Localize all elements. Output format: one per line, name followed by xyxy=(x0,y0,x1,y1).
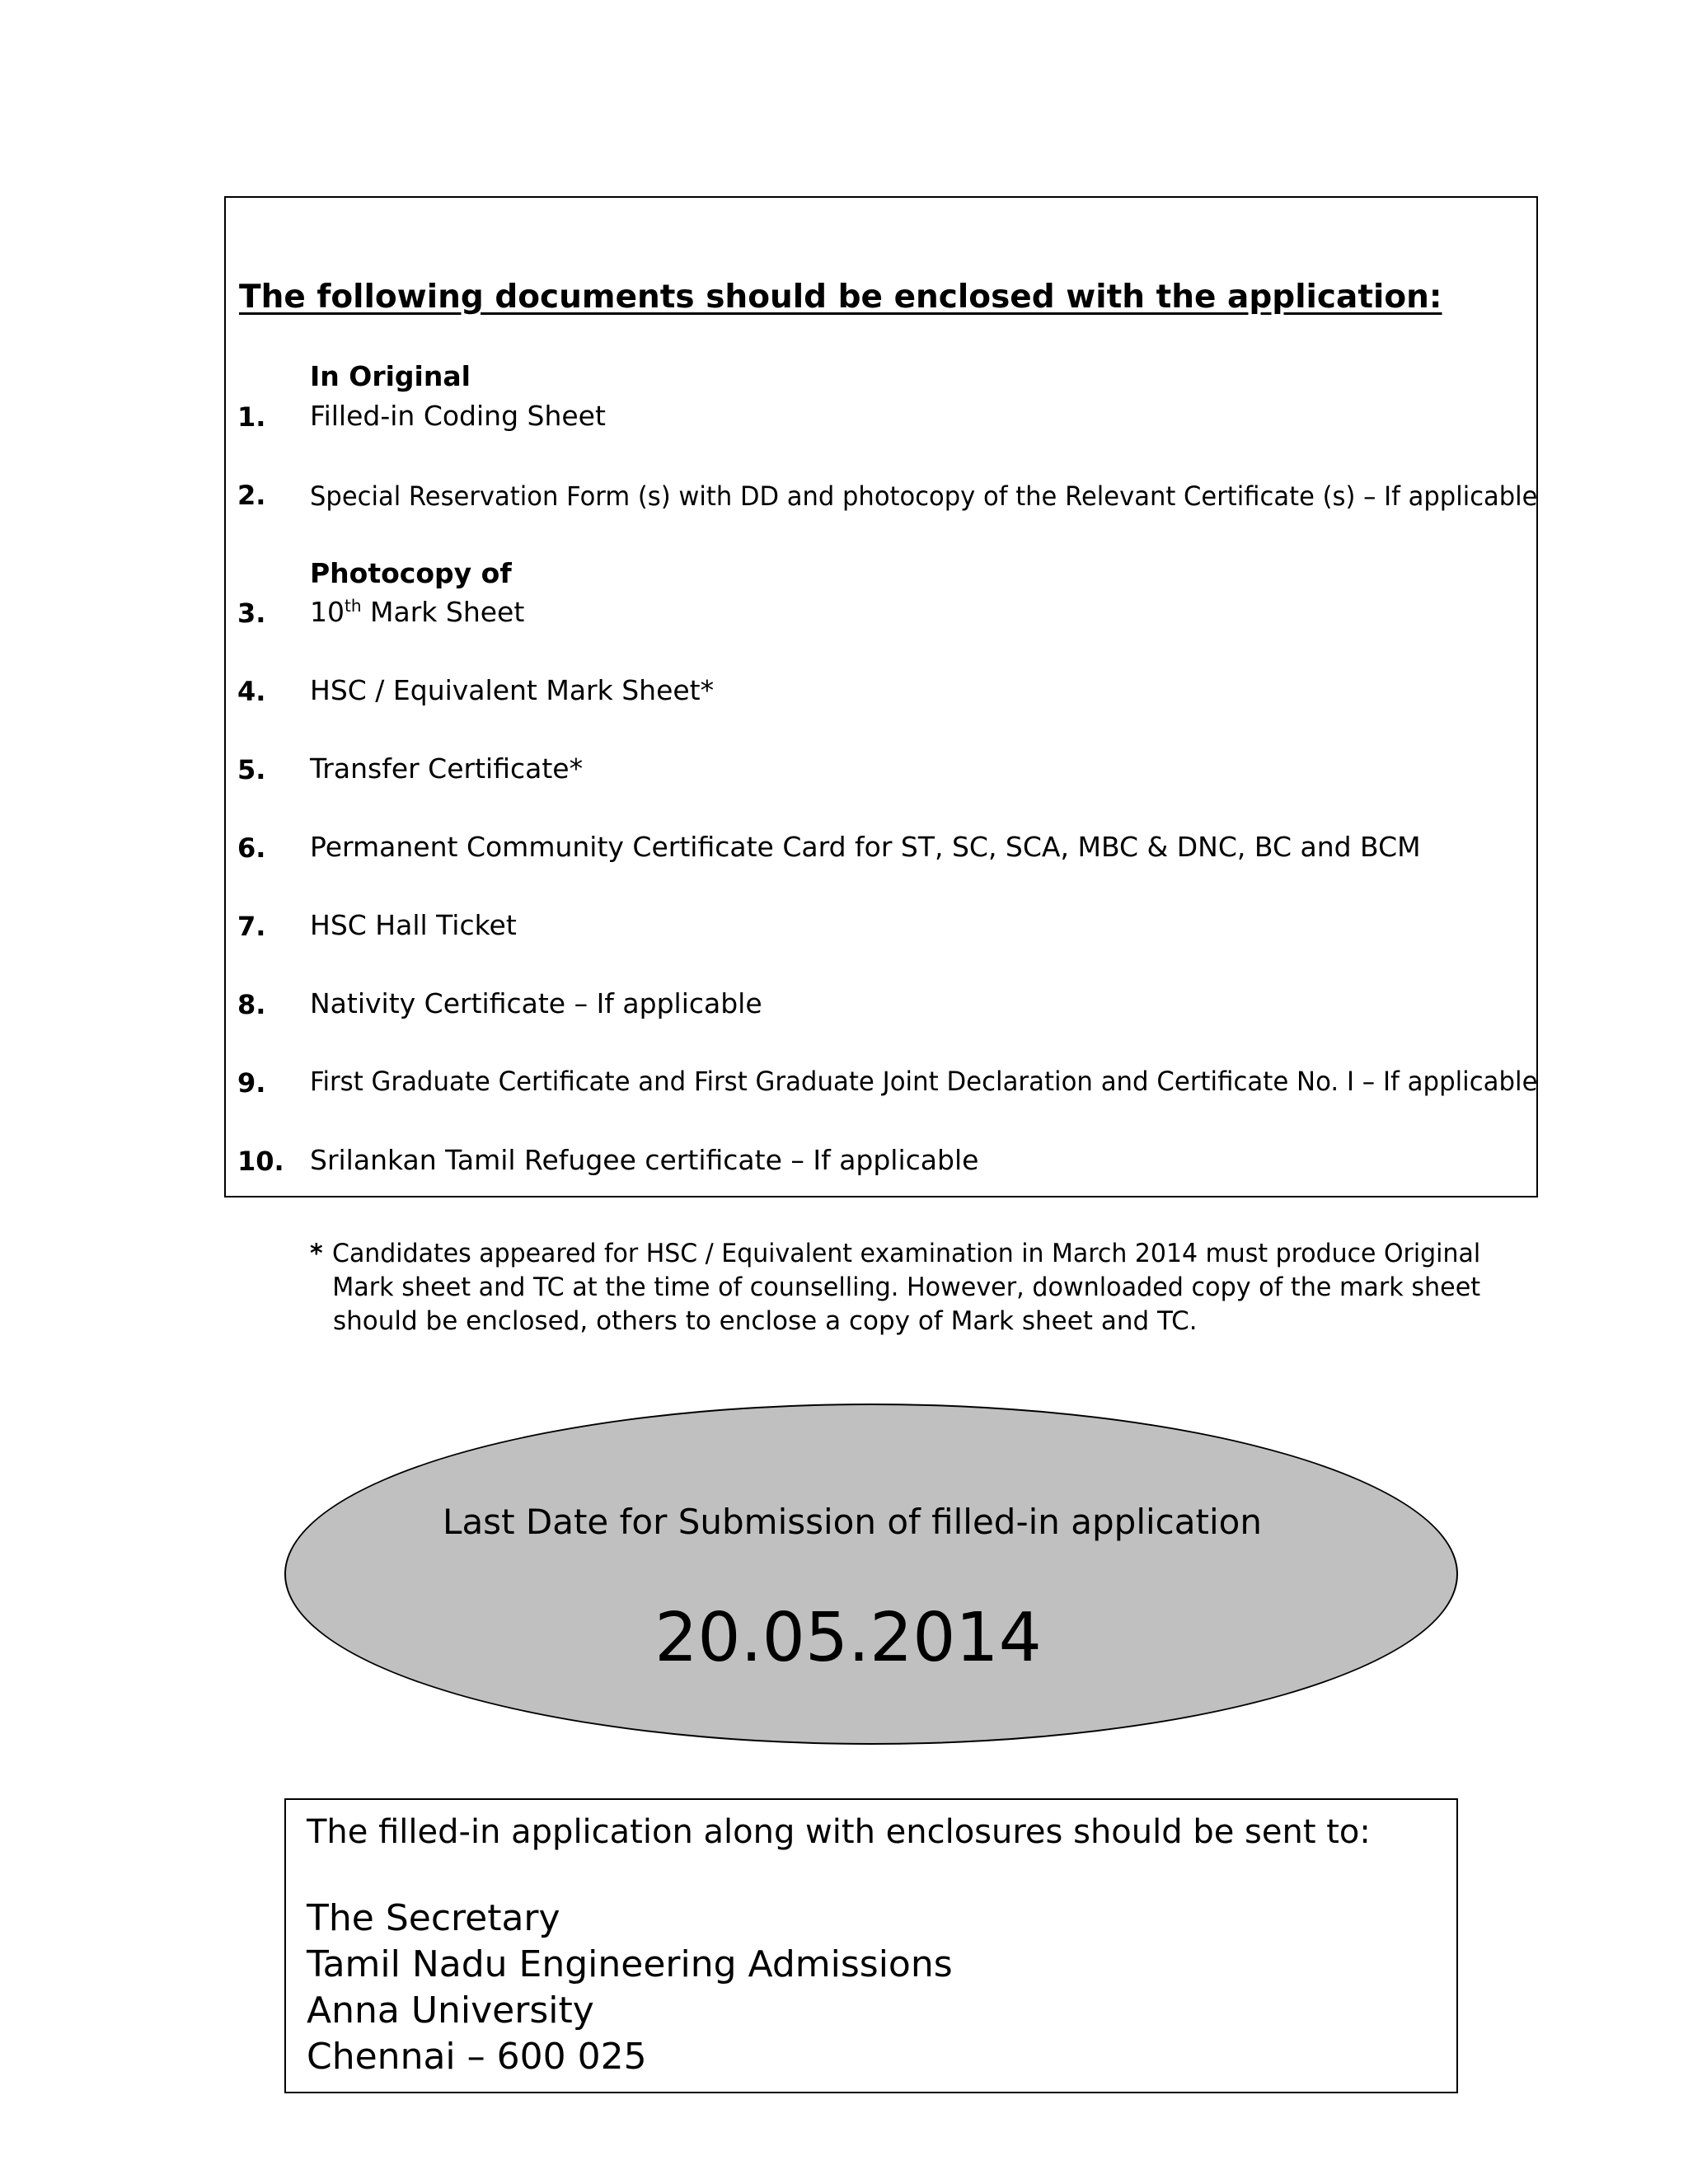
item-text-4: HSC / Equivalent Mark Sheet* xyxy=(310,674,715,706)
section-in-original: In Original xyxy=(310,360,471,392)
footnote xyxy=(310,1237,1481,1338)
address-line-3: Anna University xyxy=(307,1990,594,2032)
item-text-5: Transfer Certificate* xyxy=(310,752,584,785)
item-text-6: Permanent Community Certificate Card for ST, SC, SCA, MBC & DNC, BC and BCM xyxy=(310,831,1421,863)
footnote-line-3: should be enclosed, others to enclose a copy of Mark sheet and TC. xyxy=(333,1306,1198,1336)
item-number-5: 5. xyxy=(237,754,266,785)
item-text-7: HSC Hall Ticket xyxy=(310,909,517,941)
footnote-line-1 xyxy=(310,1237,1481,1271)
deadline-ellipse xyxy=(284,1404,1458,1745)
item-number-10: 10. xyxy=(237,1146,284,1177)
address-line-4: Chennai – 600 025 xyxy=(307,2036,647,2078)
section-photocopy-of: Photocopy of xyxy=(310,557,512,589)
item-number-9: 9. xyxy=(237,1067,266,1099)
item-number-4: 4. xyxy=(237,676,266,707)
item-text-8: Nativity Certificate – If applicable xyxy=(310,987,762,1019)
footnote-asterisk: * xyxy=(310,1239,323,1268)
item-text-9: First Graduate Certificate and First Graduate Joint Declaration and Certificate No. I – If applicable xyxy=(310,1066,1538,1097)
deadline-date: 20.05.2014 xyxy=(654,1599,1042,1677)
item-number-8: 8. xyxy=(237,989,266,1020)
item-number-6: 6. xyxy=(237,832,266,864)
item-number-1: 1. xyxy=(237,401,266,433)
footnote-line-2: Mark sheet and TC at the time of counselling. However, downloaded copy of the mark sheet xyxy=(332,1272,1481,1302)
address-intro: The filled-in application along with enclosures should be sent to: xyxy=(307,1813,1371,1851)
address-line-1: The Secretary xyxy=(307,1897,560,1939)
item-text-3-number: 10 xyxy=(310,596,345,628)
address-block xyxy=(307,1896,953,2080)
item-text-2: Special Reservation Form (s) with DD and photocopy of the Relevant Certificate (s) – If applicable xyxy=(310,480,1538,512)
deadline-label: Last Date for Submission of filled-in application xyxy=(443,1502,1262,1542)
item-text-3-superscript: th xyxy=(345,596,362,616)
address-line-2: Tamil Nadu Engineering Admissions xyxy=(307,1943,953,1985)
documents-heading: The following documents should be enclosed with the application: xyxy=(239,279,1442,316)
item-text-3-rest: Mark Sheet xyxy=(361,596,525,628)
item-text-3 xyxy=(310,596,524,628)
item-number-3: 3. xyxy=(237,598,266,629)
item-number-2: 2. xyxy=(237,480,266,511)
item-number-7: 7. xyxy=(237,911,266,942)
footnote-text-1: Candidates appeared for HSC / Equivalent examination in March 2014 must produce Original xyxy=(332,1239,1481,1268)
item-text-10: Srilankan Tamil Refugee certificate – If applicable xyxy=(310,1144,979,1176)
item-text-1: Filled-in Coding Sheet xyxy=(310,400,606,432)
